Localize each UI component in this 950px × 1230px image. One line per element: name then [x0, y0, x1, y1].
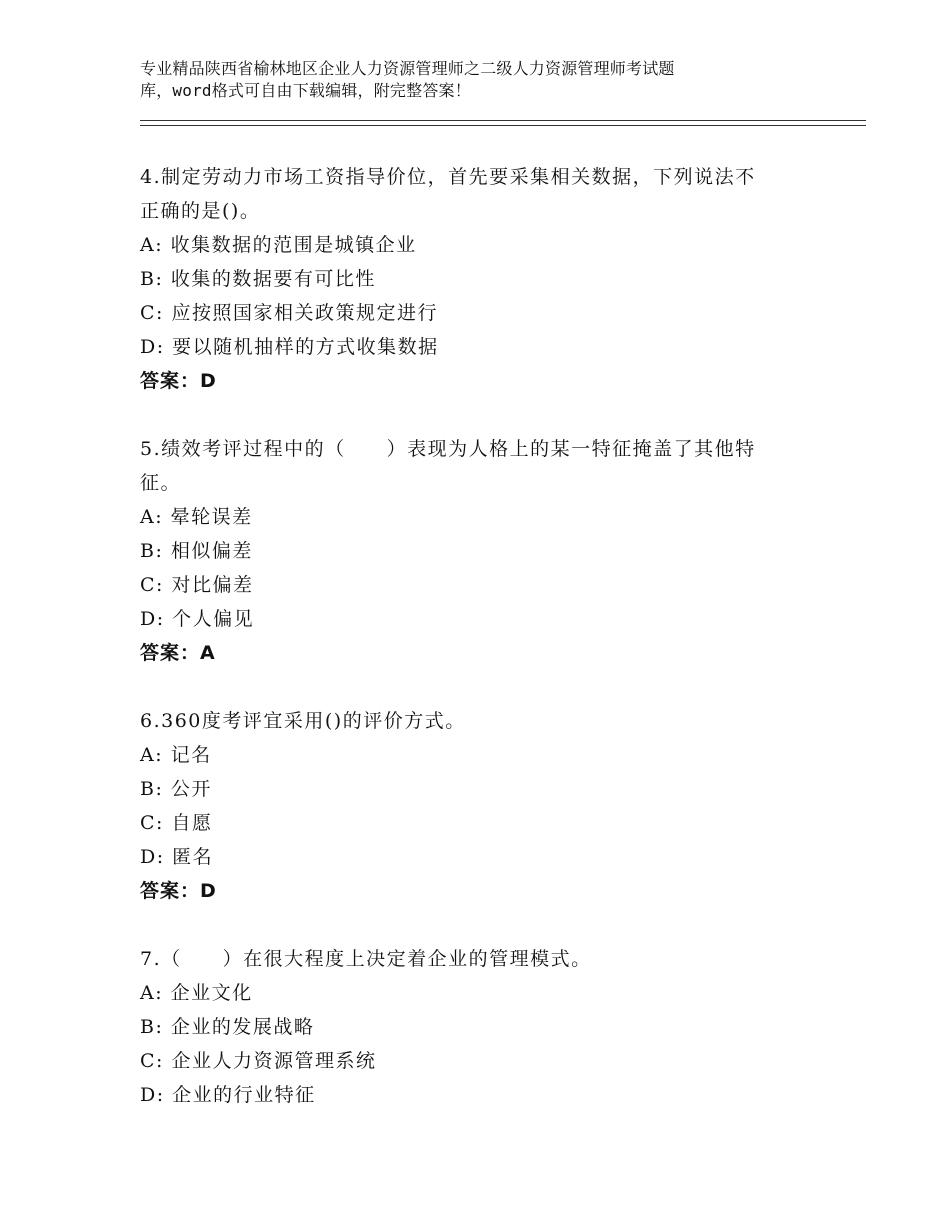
- question-4: [140, 160, 820, 398]
- option-d: D: 企业的行业特征: [140, 1084, 316, 1106]
- option-c: C: 应按照国家相关政策规定进行: [140, 302, 438, 324]
- option-a: A: 企业文化: [140, 982, 253, 1004]
- question-6: [140, 704, 820, 908]
- header-line-2: 库，word格式可自由下载编辑，附完整答案！: [140, 81, 471, 100]
- option-d: D: 匿名: [140, 846, 214, 868]
- question-stem-line: 正确的是()。: [140, 200, 261, 222]
- option-c: C: 自愿: [140, 812, 213, 834]
- question-stem-line: 7.（ ）在很大程度上决定着企业的管理模式。: [140, 948, 592, 970]
- question-stem-line: 4.制定劳动力市场工资指导价位，首先要采集相关数据，下列说法不: [140, 166, 756, 188]
- question-7: [140, 942, 820, 1112]
- option-b: B: 公开: [140, 778, 212, 800]
- question-5: [140, 432, 820, 670]
- question-stem: [140, 942, 820, 976]
- option-b: B: 收集的数据要有可比性: [140, 268, 376, 290]
- option-b: B: 相似偏差: [140, 540, 253, 562]
- question-stem-line: 5.绩效考评过程中的（ ）表现为人格上的某一特征掩盖了其他特: [140, 438, 756, 460]
- answer: 答案：A: [140, 642, 216, 664]
- answer: 答案：D: [140, 370, 217, 392]
- question-stem-line: 6.360度考评宜采用()的评价方式。: [140, 710, 466, 732]
- option-a: A: 晕轮误差: [140, 506, 253, 528]
- question-stem-line: 征。: [140, 472, 182, 494]
- question-stem: [140, 704, 820, 738]
- option-c: C: 对比偏差: [140, 574, 254, 596]
- header-double-rule: [140, 120, 866, 126]
- option-b: B: 企业的发展战略: [140, 1016, 315, 1038]
- question-stem: [140, 432, 820, 500]
- option-a: A: 收集数据的范围是城镇企业: [140, 234, 417, 256]
- document-header: [140, 58, 780, 102]
- option-d: D: 个人偏见: [140, 608, 255, 630]
- option-c: C: 企业人力资源管理系统: [140, 1050, 377, 1072]
- question-stem: [140, 160, 820, 228]
- answer: 答案：D: [140, 880, 217, 902]
- header-line-1: 专业精品陕西省榆林地区企业人力资源管理师之二级人力资源管理师考试题: [140, 59, 675, 78]
- option-d: D: 要以随机抽样的方式收集数据: [140, 336, 439, 358]
- question-list: [140, 160, 820, 1146]
- option-a: A: 记名: [140, 744, 212, 766]
